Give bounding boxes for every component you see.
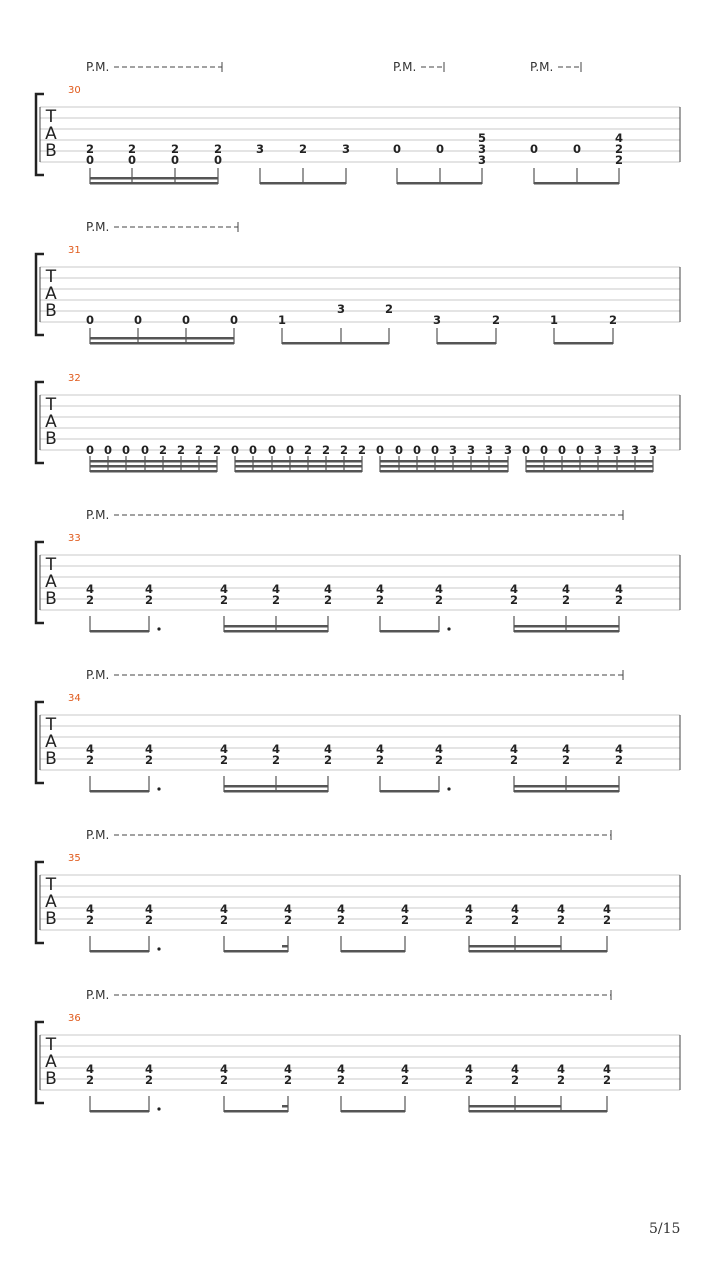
fret-number: 2 bbox=[219, 913, 229, 927]
palm-mute-label: P.M. bbox=[530, 60, 554, 74]
fret-number: 2 bbox=[85, 913, 95, 927]
fret-number: 2 bbox=[283, 913, 293, 927]
beam bbox=[90, 177, 218, 180]
fret-number: 3 bbox=[466, 443, 476, 457]
fret-number: 3 bbox=[630, 443, 640, 457]
measure-number: 36 bbox=[68, 1013, 81, 1024]
fret-number: 4 bbox=[375, 742, 385, 756]
fret-number: 0 bbox=[435, 142, 445, 156]
beat-group bbox=[278, 302, 393, 345]
tab-clef-a: A bbox=[45, 892, 57, 912]
fret-number: 4 bbox=[509, 742, 519, 756]
fret-number: 4 bbox=[509, 582, 519, 596]
fret-number: 2 bbox=[85, 753, 95, 767]
beat-group bbox=[220, 1062, 292, 1113]
beam bbox=[282, 342, 389, 345]
measure-number: 34 bbox=[68, 693, 81, 704]
tab-clef-a: A bbox=[45, 1052, 57, 1072]
fret-number: 0 bbox=[267, 443, 277, 457]
fret-number: 0 bbox=[392, 142, 402, 156]
fret-number: 2 bbox=[127, 142, 137, 156]
fret-number: 4 bbox=[219, 582, 229, 596]
fret-number: 2 bbox=[509, 593, 519, 607]
tab-clef-t: T bbox=[45, 1035, 57, 1055]
beam bbox=[341, 950, 405, 953]
fret-number: 4 bbox=[614, 742, 624, 756]
fret-number: 3 bbox=[341, 142, 351, 156]
fret-number: 4 bbox=[400, 1062, 410, 1076]
fret-number: 0 bbox=[213, 153, 223, 167]
fret-number: 4 bbox=[336, 902, 346, 916]
fret-number: 1 bbox=[549, 313, 559, 327]
fret-number: 0 bbox=[412, 443, 422, 457]
system-33 bbox=[36, 508, 680, 633]
measure-number: 31 bbox=[68, 245, 81, 256]
rhythm-dot bbox=[447, 787, 450, 790]
fret-number: 4 bbox=[271, 742, 281, 756]
beam bbox=[90, 460, 217, 463]
beat-group bbox=[86, 313, 238, 345]
tab-clef-a: A bbox=[45, 412, 57, 432]
beat-group bbox=[337, 1062, 409, 1113]
fret-number: 2 bbox=[375, 593, 385, 607]
tab-clef-b: B bbox=[45, 429, 57, 449]
fret-number: 2 bbox=[219, 753, 229, 767]
fret-number: 3 bbox=[448, 443, 458, 457]
fret-number: 2 bbox=[510, 1073, 520, 1087]
beat-group bbox=[465, 902, 611, 953]
system-34 bbox=[36, 668, 680, 793]
beam bbox=[235, 460, 362, 463]
fret-number: 2 bbox=[213, 142, 223, 156]
fret-number: 4 bbox=[614, 131, 624, 145]
fret-number: 2 bbox=[194, 443, 204, 457]
fret-number: 2 bbox=[219, 1073, 229, 1087]
fret-number: 2 bbox=[144, 913, 154, 927]
tab-clef-t: T bbox=[45, 715, 57, 735]
fret-number: 4 bbox=[85, 742, 95, 756]
fret-number: 3 bbox=[484, 443, 494, 457]
fret-number: 2 bbox=[303, 443, 313, 457]
beam-stub bbox=[282, 945, 288, 948]
fret-number: 4 bbox=[85, 902, 95, 916]
fret-number: 2 bbox=[321, 443, 331, 457]
palm-mute-label: P.M. bbox=[86, 220, 110, 234]
fret-number: 2 bbox=[561, 593, 571, 607]
fret-number: 2 bbox=[400, 913, 410, 927]
tab-clef-t: T bbox=[45, 875, 57, 895]
fret-number: 2 bbox=[510, 913, 520, 927]
tab-clef-a: A bbox=[45, 284, 57, 304]
tab-clef-a: A bbox=[45, 732, 57, 752]
fret-number: 4 bbox=[219, 902, 229, 916]
beam bbox=[380, 470, 508, 473]
fret-number: 4 bbox=[336, 1062, 346, 1076]
fret-number: 2 bbox=[375, 753, 385, 767]
system-32 bbox=[36, 373, 680, 473]
tab-clef-b: B bbox=[45, 301, 57, 321]
fret-number: 2 bbox=[464, 1073, 474, 1087]
beam bbox=[90, 470, 217, 473]
fret-number: 2 bbox=[170, 142, 180, 156]
fret-number: 4 bbox=[144, 582, 154, 596]
fret-number: 2 bbox=[556, 1073, 566, 1087]
rhythm-dot bbox=[157, 627, 160, 630]
beat-group bbox=[510, 582, 623, 633]
tab-clef-t: T bbox=[45, 395, 57, 415]
fret-number: 3 bbox=[612, 443, 622, 457]
beat-group bbox=[220, 742, 332, 793]
system-35 bbox=[36, 828, 680, 953]
rhythm-dot bbox=[157, 787, 160, 790]
beat-group bbox=[220, 582, 332, 633]
fret-number: 2 bbox=[339, 443, 349, 457]
beam bbox=[437, 342, 496, 345]
fret-number: 0 bbox=[127, 153, 137, 167]
palm-mute-label: P.M. bbox=[86, 508, 110, 522]
fret-number: 0 bbox=[572, 142, 582, 156]
beam bbox=[224, 785, 328, 788]
fret-number: 2 bbox=[614, 142, 624, 156]
fret-number: 2 bbox=[323, 753, 333, 767]
beat-group bbox=[231, 443, 366, 473]
tab-clef-b: B bbox=[45, 749, 57, 769]
fret-number: 0 bbox=[85, 313, 95, 327]
fret-number: 2 bbox=[144, 753, 154, 767]
system-36 bbox=[36, 988, 680, 1113]
fret-number: 3 bbox=[593, 443, 603, 457]
fret-number: 4 bbox=[219, 742, 229, 756]
beat-group bbox=[522, 443, 657, 473]
rhythm-dot bbox=[157, 1107, 160, 1110]
fret-number: 4 bbox=[614, 582, 624, 596]
beam bbox=[341, 1110, 405, 1113]
fret-number: 2 bbox=[85, 1073, 95, 1087]
fret-number: 0 bbox=[103, 443, 113, 457]
fret-number: 4 bbox=[323, 582, 333, 596]
fret-number: 2 bbox=[608, 313, 618, 327]
beat-group bbox=[510, 742, 623, 793]
fret-number: 4 bbox=[283, 902, 293, 916]
beat-group bbox=[86, 582, 161, 633]
beat-group bbox=[337, 902, 409, 953]
fret-number: 4 bbox=[464, 1062, 474, 1076]
fret-number: 0 bbox=[430, 443, 440, 457]
beam bbox=[224, 630, 328, 633]
beat-group bbox=[86, 1062, 161, 1113]
fret-number: 2 bbox=[271, 753, 281, 767]
beam bbox=[235, 465, 362, 468]
page-number: 5/15 bbox=[649, 1221, 681, 1237]
beam bbox=[90, 790, 149, 793]
fret-number: 2 bbox=[491, 313, 501, 327]
palm-mute-label: P.M. bbox=[86, 668, 110, 682]
palm-mute-label: P.M. bbox=[86, 988, 110, 1002]
beam bbox=[526, 465, 653, 468]
palm-mute-label: P.M. bbox=[86, 60, 110, 74]
beat-group bbox=[530, 131, 623, 185]
fret-number: 4 bbox=[144, 1062, 154, 1076]
beat-group bbox=[256, 142, 350, 185]
beam bbox=[380, 790, 439, 793]
fret-number: 0 bbox=[181, 313, 191, 327]
palm-mute-label: P.M. bbox=[86, 828, 110, 842]
tab-clef-b: B bbox=[45, 909, 57, 929]
fret-number: 0 bbox=[85, 153, 95, 167]
fret-number: 4 bbox=[434, 582, 444, 596]
fret-number: 4 bbox=[85, 1062, 95, 1076]
fret-number: 2 bbox=[614, 593, 624, 607]
beat-group bbox=[465, 1062, 611, 1113]
beat-group bbox=[376, 742, 451, 793]
fret-number: 2 bbox=[336, 1073, 346, 1087]
fret-number: 4 bbox=[85, 582, 95, 596]
fret-number: 2 bbox=[400, 1073, 410, 1087]
fret-number: 4 bbox=[602, 1062, 612, 1076]
tab-clef-b: B bbox=[45, 589, 57, 609]
fret-number: 0 bbox=[529, 142, 539, 156]
beam bbox=[380, 465, 508, 468]
fret-number: 2 bbox=[561, 753, 571, 767]
fret-number: 0 bbox=[85, 443, 95, 457]
fret-number: 0 bbox=[285, 443, 295, 457]
palm-mute-label: P.M. bbox=[393, 60, 417, 74]
fret-number: 4 bbox=[283, 1062, 293, 1076]
fret-number: 4 bbox=[144, 902, 154, 916]
fret-number: 2 bbox=[464, 913, 474, 927]
beam bbox=[224, 625, 328, 628]
fret-number: 3 bbox=[503, 443, 513, 457]
fret-number: 3 bbox=[648, 443, 658, 457]
fret-number: 4 bbox=[602, 902, 612, 916]
fret-number: 0 bbox=[575, 443, 585, 457]
fret-number: 0 bbox=[375, 443, 385, 457]
fret-number: 0 bbox=[170, 153, 180, 167]
beam bbox=[469, 1110, 607, 1113]
beam bbox=[514, 630, 619, 633]
beat-group bbox=[86, 902, 161, 953]
tab-clef-t: T bbox=[45, 107, 57, 127]
beam bbox=[526, 460, 653, 463]
fret-number: 3 bbox=[432, 313, 442, 327]
fret-number: 4 bbox=[561, 582, 571, 596]
fret-number: 0 bbox=[230, 443, 240, 457]
beam bbox=[90, 342, 234, 345]
beam bbox=[90, 1110, 149, 1113]
fret-number: 0 bbox=[394, 443, 404, 457]
fret-number: 2 bbox=[614, 153, 624, 167]
fret-number: 4 bbox=[375, 582, 385, 596]
fret-number: 0 bbox=[248, 443, 258, 457]
tab-clef-t: T bbox=[45, 267, 57, 287]
beam bbox=[90, 465, 217, 468]
beam bbox=[90, 630, 149, 633]
fret-number: 2 bbox=[384, 302, 394, 316]
fret-number: 2 bbox=[176, 443, 186, 457]
fret-number: 4 bbox=[510, 1062, 520, 1076]
beam bbox=[514, 785, 619, 788]
fret-number: 3 bbox=[336, 302, 346, 316]
fret-number: 2 bbox=[336, 913, 346, 927]
beat-group bbox=[86, 742, 161, 793]
fret-number: 4 bbox=[434, 742, 444, 756]
fret-number: 0 bbox=[140, 443, 150, 457]
beam bbox=[224, 950, 288, 953]
fret-number: 2 bbox=[144, 1073, 154, 1087]
tab-clef-a: A bbox=[45, 572, 57, 592]
beam bbox=[469, 945, 561, 948]
fret-number: 0 bbox=[521, 443, 531, 457]
beam bbox=[260, 182, 346, 185]
beat-group bbox=[86, 443, 221, 473]
fret-number: 2 bbox=[556, 913, 566, 927]
beat-group bbox=[393, 131, 486, 185]
beam bbox=[380, 460, 508, 463]
beam bbox=[526, 470, 653, 473]
system-30 bbox=[36, 60, 680, 185]
measure-number: 30 bbox=[68, 85, 81, 96]
fret-number: 2 bbox=[434, 753, 444, 767]
fret-number: 3 bbox=[477, 142, 487, 156]
fret-number: 3 bbox=[255, 142, 265, 156]
fret-number: 2 bbox=[158, 443, 168, 457]
fret-number: 4 bbox=[510, 902, 520, 916]
rhythm-dot bbox=[157, 947, 160, 950]
measure-number: 35 bbox=[68, 853, 81, 864]
fret-number: 0 bbox=[229, 313, 239, 327]
beam bbox=[534, 182, 619, 185]
fret-number: 2 bbox=[85, 142, 95, 156]
fret-number: 2 bbox=[509, 753, 519, 767]
beam bbox=[514, 625, 619, 628]
beam-stub bbox=[282, 1105, 288, 1108]
beam bbox=[90, 182, 218, 185]
fret-number: 4 bbox=[556, 1062, 566, 1076]
fret-number: 2 bbox=[323, 593, 333, 607]
beat-group bbox=[220, 902, 292, 953]
fret-number: 5 bbox=[477, 131, 487, 145]
beam bbox=[224, 790, 328, 793]
fret-number: 4 bbox=[400, 902, 410, 916]
fret-number: 2 bbox=[271, 593, 281, 607]
beat-group bbox=[433, 313, 500, 345]
beam bbox=[90, 337, 234, 340]
fret-number: 4 bbox=[561, 742, 571, 756]
fret-number: 2 bbox=[298, 142, 308, 156]
beam bbox=[469, 1105, 561, 1108]
beat-group bbox=[550, 313, 617, 345]
fret-number: 4 bbox=[323, 742, 333, 756]
fret-number: 2 bbox=[212, 443, 222, 457]
fret-number: 2 bbox=[144, 593, 154, 607]
beam bbox=[224, 1110, 288, 1113]
beam bbox=[469, 950, 607, 953]
fret-number: 2 bbox=[614, 753, 624, 767]
fret-number: 3 bbox=[477, 153, 487, 167]
measure-number: 32 bbox=[68, 373, 81, 384]
beam bbox=[235, 470, 362, 473]
fret-number: 4 bbox=[556, 902, 566, 916]
system-31 bbox=[36, 220, 680, 345]
beam bbox=[554, 342, 613, 345]
beam bbox=[514, 790, 619, 793]
beam bbox=[380, 630, 439, 633]
measure-number: 33 bbox=[68, 533, 81, 544]
beat-group bbox=[376, 582, 451, 633]
fret-number: 0 bbox=[557, 443, 567, 457]
rhythm-dot bbox=[447, 627, 450, 630]
fret-number: 0 bbox=[539, 443, 549, 457]
fret-number: 4 bbox=[464, 902, 474, 916]
tab-clef-t: T bbox=[45, 555, 57, 575]
fret-number: 2 bbox=[602, 1073, 612, 1087]
fret-number: 2 bbox=[85, 593, 95, 607]
fret-number: 0 bbox=[133, 313, 143, 327]
tab-clef-b: B bbox=[45, 141, 57, 161]
beat-group bbox=[86, 142, 222, 185]
fret-number: 4 bbox=[219, 1062, 229, 1076]
tab-clef-b: B bbox=[45, 1069, 57, 1089]
beam bbox=[397, 182, 482, 185]
beat-group bbox=[376, 443, 512, 473]
tab-clef-a: A bbox=[45, 124, 57, 144]
beam bbox=[90, 950, 149, 953]
fret-number: 2 bbox=[357, 443, 367, 457]
fret-number: 4 bbox=[144, 742, 154, 756]
fret-number: 4 bbox=[271, 582, 281, 596]
fret-number: 2 bbox=[602, 913, 612, 927]
fret-number: 0 bbox=[121, 443, 131, 457]
fret-number: 2 bbox=[219, 593, 229, 607]
fret-number: 2 bbox=[283, 1073, 293, 1087]
fret-number: 1 bbox=[277, 313, 287, 327]
fret-number: 2 bbox=[434, 593, 444, 607]
